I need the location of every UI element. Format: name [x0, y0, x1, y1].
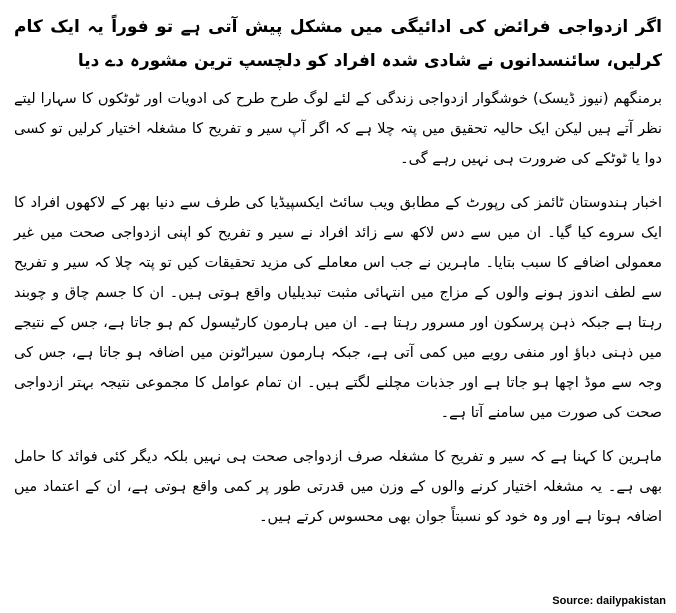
article-paragraph: اخبار ہندوستان ٹائمز کی رپورٹ کے مطابق ویب سائٹ ایکسپیڈیا کی طرف سے دنیا بھر کے لاکھوں افراد کا ایک سروے کیا گیا۔ ان میں سے دس لاکھ سے زائد افراد نے سیر و تفریح کو اپنی ازدواجی صحت میں غیر معمولی اضافے کا سبب بتایا۔ ماہرین نے جب اس معاملے کی مزید تحقیقات کیں تو پتہ چلا کہ سیر و تفریح سے لطف اندوز ہونے والوں کے مزاج میں انتہائی مثبت تبدیلیاں واقع ہوتی ہیں۔ ان کا جسم چاق و چوبند رہتا ہے جبکہ ذہن پرسکون اور مسرور رہتا ہے۔ ان میں ہارمون کارٹیسول کم ہو جاتا ہے، جس کے نتیجے میں ذہنی دباؤ اور منفی رویے میں کمی آتی ہے، جبکہ ہارمون سیراٹونن میں اضافہ ہو جاتا ہے، جس کی وجہ سے موڈ اچھا ہو جاتا ہے اور جذبات مچلنے لگتے ہیں۔ ان تمام عوامل کا مجموعی نتیجہ بہتر ازدواجی صحت کی صورت میں سامنے آتا ہے۔: [14, 195, 662, 421]
article: [14, 10, 662, 546]
article-paragraph: ماہرین کا کہنا ہے کہ سیر و تفریح کا مشغلہ صرف ازدواجی صحت ہی نہیں بلکہ دیگر کئی فوائد کا حامل بھی ہے۔ یہ مشغلہ اختیار کرنے والوں کے وزن میں قدرتی طور پر کمی واقع ہوتی ہے، ان کے اعتماد میں اضافہ ہوتا ہے اور وہ خود کو نسبتاً جوان بھی محسوس کرتے ہیں۔: [14, 449, 662, 525]
article-paragraph: برمنگھم (نیوز ڈیسک) خوشگوار ازدواجی زندگی کے لئے لوگ طرح طرح کی ادویات اور ٹوٹکوں کا سہارا لیتے نظر آتے ہیں لیکن ایک حالیہ تحقیق میں پتہ چلا ہے کہ اگر آپ سیر و تفریح کا مشغلہ اختیار کرلیں تو کسی دوا یا ٹوٹکے کی ضرورت ہی نہیں رہے گی۔: [14, 91, 662, 167]
source-credit: Source: dailypakistan: [552, 595, 666, 607]
article-headline: اگر ازدواجی فرائض کی ادائیگی میں مشکل پیش آتی ہے تو فوراً یہ ایک کام کرلیں، سائنسدانوں نے شادی شدہ افراد کو دلچسپ ترین مشورہ دے دیا: [14, 17, 662, 71]
